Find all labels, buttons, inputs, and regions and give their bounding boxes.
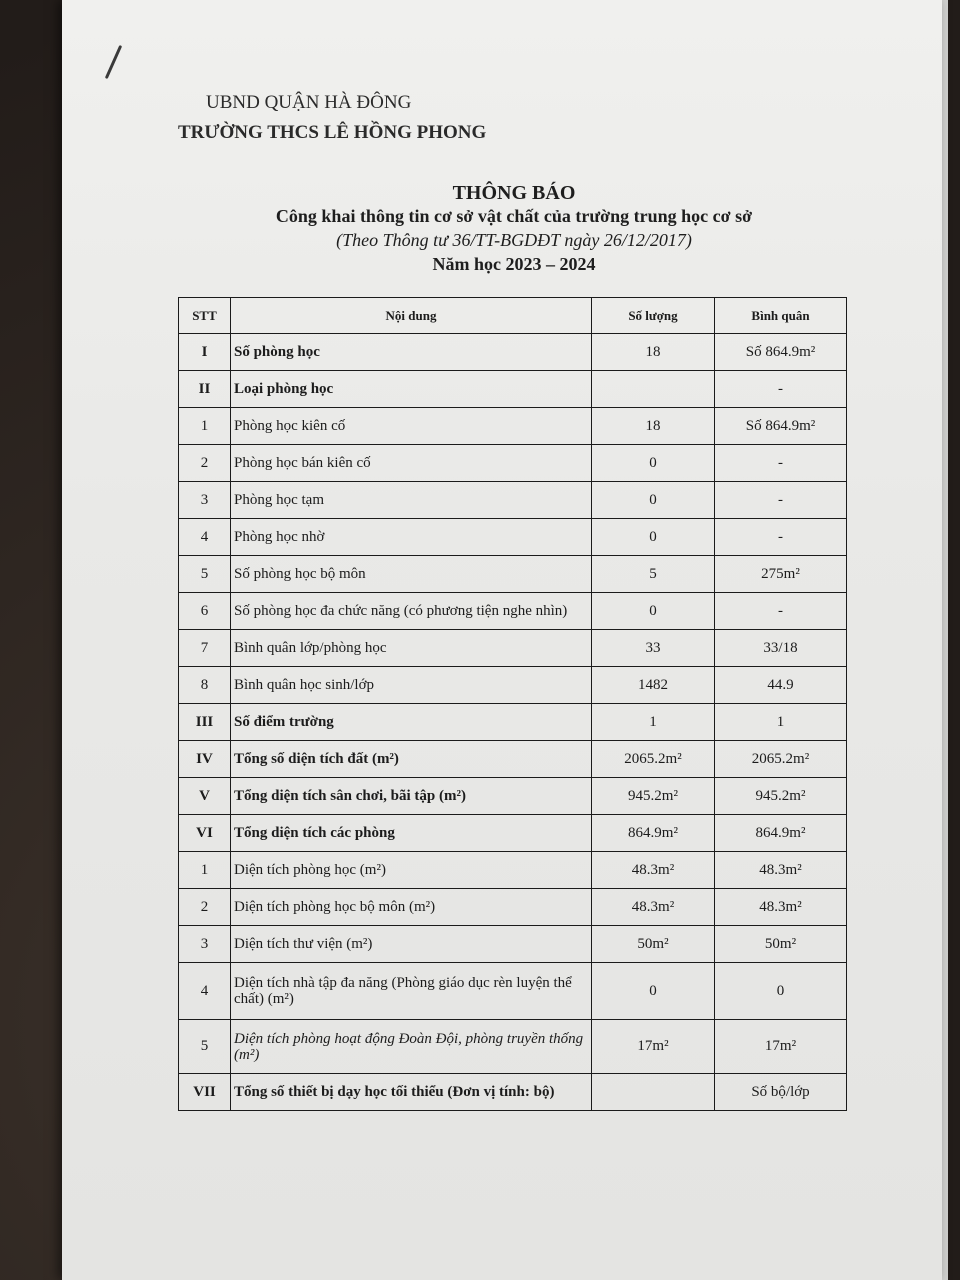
header-content: Nội dung bbox=[231, 298, 592, 334]
cell-quantity: 0 bbox=[592, 593, 715, 630]
notice-title: THÔNG BÁO bbox=[452, 182, 576, 204]
cell-quantity: 17m² bbox=[592, 1020, 715, 1074]
cell-quantity: 33 bbox=[592, 630, 715, 667]
cell-stt: 3 bbox=[179, 926, 231, 963]
cell-stt: III bbox=[179, 704, 231, 741]
cell-quantity: 48.3m² bbox=[592, 852, 715, 889]
cell-quantity: 50m² bbox=[592, 926, 715, 963]
cell-quantity: 18 bbox=[592, 408, 715, 445]
cell-stt: 2 bbox=[179, 889, 231, 926]
cell-quantity: 5 bbox=[592, 556, 715, 593]
cell-content: Diện tích phòng học (m²) bbox=[231, 852, 592, 889]
cell-average: 945.2m² bbox=[715, 778, 847, 815]
cell-average: 0 bbox=[715, 963, 847, 1020]
header-stt: STT bbox=[179, 298, 231, 334]
table-row bbox=[179, 371, 847, 408]
cell-quantity: 0 bbox=[592, 482, 715, 519]
cell-quantity: 945.2m² bbox=[592, 778, 715, 815]
cell-stt: 8 bbox=[179, 667, 231, 704]
org-line-district: UBND QUẬN HÀ ĐÔNG bbox=[206, 92, 412, 113]
cell-stt: II bbox=[179, 371, 231, 408]
cell-average: 44.9 bbox=[715, 667, 847, 704]
cell-content: Loại phòng học bbox=[231, 371, 592, 408]
table-row bbox=[179, 593, 847, 630]
cell-average: - bbox=[715, 445, 847, 482]
cell-content: Tổng diện tích các phòng bbox=[231, 815, 592, 852]
table-row bbox=[179, 334, 847, 371]
cell-stt: 2 bbox=[179, 445, 231, 482]
cell-average: 48.3m² bbox=[715, 889, 847, 926]
cell-stt: I bbox=[179, 334, 231, 371]
cell-content: Phòng học tạm bbox=[231, 482, 592, 519]
cell-content: Bình quân lớp/phòng học bbox=[231, 630, 592, 667]
cell-content: Phòng học kiên cố bbox=[231, 408, 592, 445]
header-average: Bình quân bbox=[715, 298, 847, 334]
school-year: Năm học 2023 – 2024 bbox=[432, 254, 596, 274]
cell-content: Diện tích phòng hoạt động Đoàn Đội, phòng truyền thống (m²) bbox=[231, 1020, 592, 1074]
cell-stt: VII bbox=[179, 1074, 231, 1111]
cell-stt: 5 bbox=[179, 556, 231, 593]
cell-average: 864.9m² bbox=[715, 815, 847, 852]
table-row bbox=[179, 408, 847, 445]
cell-average: Số 864.9m² bbox=[715, 408, 847, 445]
table-row bbox=[179, 778, 847, 815]
cell-stt: 1 bbox=[179, 408, 231, 445]
header-quantity: Số lượng bbox=[592, 298, 715, 334]
cell-stt: 7 bbox=[179, 630, 231, 667]
table-row bbox=[179, 741, 847, 778]
cell-content: Số phòng học bộ môn bbox=[231, 556, 592, 593]
cell-stt: 4 bbox=[179, 963, 231, 1020]
org-line-school: TRƯỜNG THCS LÊ HỒNG PHONG bbox=[178, 122, 487, 143]
cell-average: 50m² bbox=[715, 926, 847, 963]
cell-average: - bbox=[715, 482, 847, 519]
cell-content: Diện tích nhà tập đa năng (Phòng giáo dục rèn luyện thể chất) (m²) bbox=[231, 963, 592, 1020]
cell-average: 33/18 bbox=[715, 630, 847, 667]
cell-content: Bình quân học sinh/lớp bbox=[231, 667, 592, 704]
cell-quantity: 1 bbox=[592, 704, 715, 741]
cell-average: Số bộ/lớp bbox=[715, 1074, 847, 1111]
cell-quantity: 2065.2m² bbox=[592, 741, 715, 778]
table-row bbox=[179, 630, 847, 667]
cell-quantity: 0 bbox=[592, 963, 715, 1020]
table-row bbox=[179, 704, 847, 741]
cell-content: Số điểm trường bbox=[231, 704, 592, 741]
cell-content: Số phòng học bbox=[231, 334, 592, 371]
table-row bbox=[179, 926, 847, 963]
cell-quantity: 1482 bbox=[592, 667, 715, 704]
cell-quantity: 0 bbox=[592, 445, 715, 482]
table-row bbox=[179, 963, 847, 1020]
table-row bbox=[179, 852, 847, 889]
cell-stt: 4 bbox=[179, 519, 231, 556]
cell-stt: VI bbox=[179, 815, 231, 852]
cell-content: Phòng học nhờ bbox=[231, 519, 592, 556]
cell-quantity bbox=[592, 1074, 715, 1111]
cell-average: - bbox=[715, 371, 847, 408]
cell-quantity: 18 bbox=[592, 334, 715, 371]
cell-quantity: 864.9m² bbox=[592, 815, 715, 852]
table-row bbox=[179, 556, 847, 593]
cell-average: 17m² bbox=[715, 1020, 847, 1074]
cell-average: 2065.2m² bbox=[715, 741, 847, 778]
table-row bbox=[179, 667, 847, 704]
notice-reference: (Theo Thông tư 36/TT-BGDĐT ngày 26/12/2017) bbox=[336, 230, 692, 250]
cell-average: - bbox=[715, 593, 847, 630]
table-row bbox=[179, 482, 847, 519]
cell-content: Tổng số diện tích đất (m²) bbox=[231, 741, 592, 778]
notice-subtitle: Công khai thông tin cơ sở vật chất của trường trung học cơ sở bbox=[275, 206, 753, 226]
table-row bbox=[179, 1074, 847, 1111]
table-row bbox=[179, 445, 847, 482]
cell-stt: 3 bbox=[179, 482, 231, 519]
cell-stt: 5 bbox=[179, 1020, 231, 1074]
table-row bbox=[179, 1020, 847, 1074]
cell-average: 1 bbox=[715, 704, 847, 741]
cell-quantity: 0 bbox=[592, 519, 715, 556]
cell-content: Diện tích thư viện (m²) bbox=[231, 926, 592, 963]
facilities-table bbox=[178, 297, 847, 1111]
cell-content: Phòng học bán kiên cố bbox=[231, 445, 592, 482]
cell-content: Số phòng học đa chức năng (có phương tiện nghe nhìn) bbox=[231, 593, 592, 630]
cell-average: - bbox=[715, 519, 847, 556]
cell-content: Tổng số thiết bị dạy học tối thiểu (Đơn vị tính: bộ) bbox=[231, 1074, 592, 1111]
cell-stt: 6 bbox=[179, 593, 231, 630]
table-row bbox=[179, 519, 847, 556]
cell-stt: V bbox=[179, 778, 231, 815]
cell-quantity: 48.3m² bbox=[592, 889, 715, 926]
cell-average: 48.3m² bbox=[715, 852, 847, 889]
cell-stt: IV bbox=[179, 741, 231, 778]
table-row bbox=[179, 889, 847, 926]
cell-content: Tổng diện tích sân chơi, bãi tập (m²) bbox=[231, 778, 592, 815]
table-row bbox=[179, 815, 847, 852]
cell-content: Diện tích phòng học bộ môn (m²) bbox=[231, 889, 592, 926]
cell-average: 275m² bbox=[715, 556, 847, 593]
cell-stt: 1 bbox=[179, 852, 231, 889]
cell-quantity bbox=[592, 371, 715, 408]
cell-average: Số 864.9m² bbox=[715, 334, 847, 371]
table-header-row bbox=[179, 298, 847, 334]
table-body bbox=[179, 334, 847, 1111]
